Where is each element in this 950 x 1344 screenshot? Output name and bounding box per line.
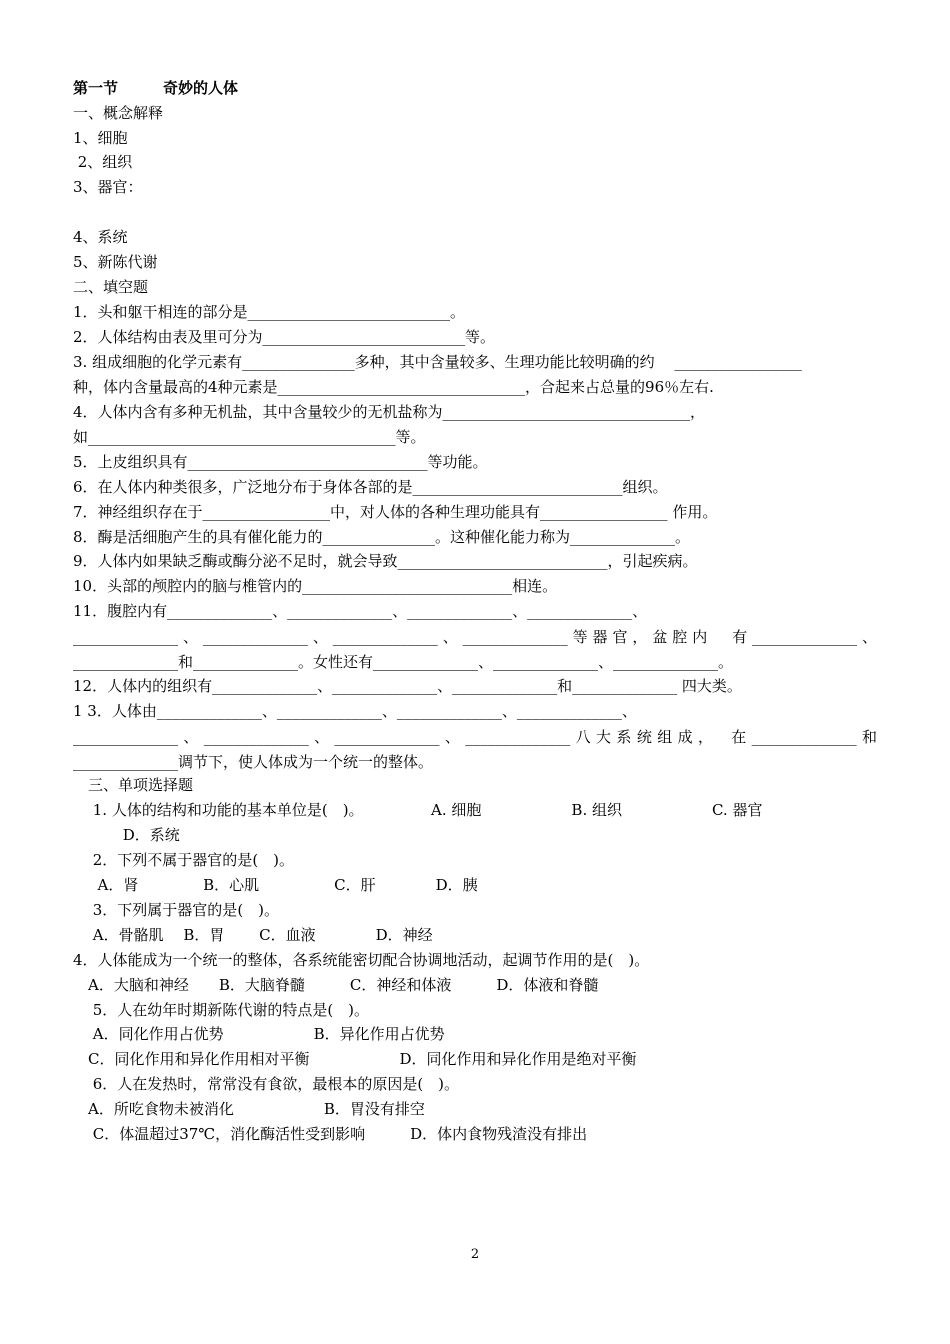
choice-question-5-options-ab: A．同化作用占优势 B．异化作用占优势 <box>73 1025 445 1043</box>
fill-question-10: 10．头部的颅腔内的脑与椎管内的____________________________相连。 <box>73 577 558 595</box>
concept-organ: 3、器官： <box>73 178 143 196</box>
choice-question-6-options-ab: A．所吃食物未被消化 B．胃没有排空 <box>73 1100 425 1118</box>
choice-question-1-option-d: D．系统 <box>73 826 180 844</box>
fill-question-13-line1: 1 3．人体由______________、______________、______________、______________、 <box>73 702 637 720</box>
fill-question-8: 8．酶是活细胞产生的具有催化能力的_______________。这种催化能力称为______________。 <box>73 528 691 546</box>
fill-question-9: 9．人体内如果缺乏酶或酶分泌不足时，就会导致____________________________，引起疾病。 <box>73 552 698 570</box>
concept-tissue: 2、组织 <box>73 153 133 171</box>
section-title: 第一节 奇妙的人体 <box>73 79 239 97</box>
choice-question-3: 3．下列属于器官的是( )。 <box>73 901 280 919</box>
fill-question-1: 1．头和躯干相连的部分是___________________________。 <box>73 303 466 321</box>
concept-cell: 1、细胞 <box>73 129 128 147</box>
fill-question-6: 6．在人体内种类很多，广泛地分布于身体各部的是____________________________组织。 <box>73 478 668 496</box>
heading-fill-in: 二、填空题 <box>73 278 149 296</box>
choice-question-2: 2．下列不属于器官的是( )。 <box>73 851 295 869</box>
fill-question-4-line1: 4．人体内含有多种无机盐，其中含量较少的无机盐称为_________________________________， <box>73 403 706 421</box>
heading-concepts: 一、概念解释 <box>73 104 164 122</box>
fill-question-4-line2: 如_________________________________________等。 <box>73 428 426 446</box>
fill-question-3-line2: 种，体内含量最高的4种元素是_________________________________，合起来占总量的96％左右. <box>73 378 714 396</box>
fill-question-13-line2: ______________、______________、______________、______________八大系统组成， 在______________和______________调节下，使人体成为一个统一的整体。 <box>73 728 877 771</box>
choice-question-6-options-cd: C．体温超过37℃，消化酶活性受到影响 D．体内食物残渣没有排出 <box>73 1125 588 1143</box>
choice-question-2-options: A．肾 B．心肌 C．肝 D．胰 <box>73 876 478 894</box>
heading-multiple-choice: 三、单项选择题 <box>73 776 194 794</box>
fill-question-12: 12．人体内的组织有______________、______________、______________和______________ 四大类。 <box>73 677 742 695</box>
choice-question-4: 4．人体能成为一个统一的整体，各系统能密切配合协调地活动，起调节作用的是( )。 <box>73 951 650 969</box>
page-number: 2 <box>470 1247 480 1262</box>
choice-question-4-options: A．大脑和神经 B．大脑脊髓 C．神经和体液 D．体液和脊髓 <box>73 976 599 994</box>
choice-question-3-options: A．骨骼肌 B．胃 C．血液 D．神经 <box>73 926 433 944</box>
choice-question-5-options-cd: C．同化作用和异化作用相对平衡 D．同化作用和异化作用是绝对平衡 <box>73 1050 637 1068</box>
fill-question-11-line1: 11．腹腔内有______________、______________、______________、______________、 <box>73 602 648 620</box>
concept-system: 4、系统 <box>73 228 128 246</box>
fill-question-7: 7．神经组织存在于_________________中，对人体的各种生理功能具有_________________ 作用。 <box>73 503 718 521</box>
fill-question-3-line1: 3. 组成细胞的化学元素有_______________多种，其中含量较多、生理功能比较明确的约 _________________ <box>73 353 802 371</box>
choice-question-5: 5．人在幼年时期新陈代谢的特点是( )。 <box>73 1001 370 1019</box>
choice-question-1: 1. 人体的结构和功能的基本单位是( )。 A. 细胞 B. 组织 C. 器官 <box>73 801 763 819</box>
fill-question-11-line2: ______________、______________、______________、______________等器官，盆腔内 有______________、______________和______________。女性还有______________、______________、______________。 <box>73 628 877 671</box>
fill-question-5: 5．上皮组织具有________________________________等功能。 <box>73 453 488 471</box>
choice-question-6: 6．人在发热时，常常没有食欲，最根本的原因是( )。 <box>73 1075 460 1093</box>
concept-metabolism: 5、新陈代谢 <box>73 253 158 271</box>
fill-question-2: 2．人体结构由表及里可分为___________________________等。 <box>73 328 496 346</box>
